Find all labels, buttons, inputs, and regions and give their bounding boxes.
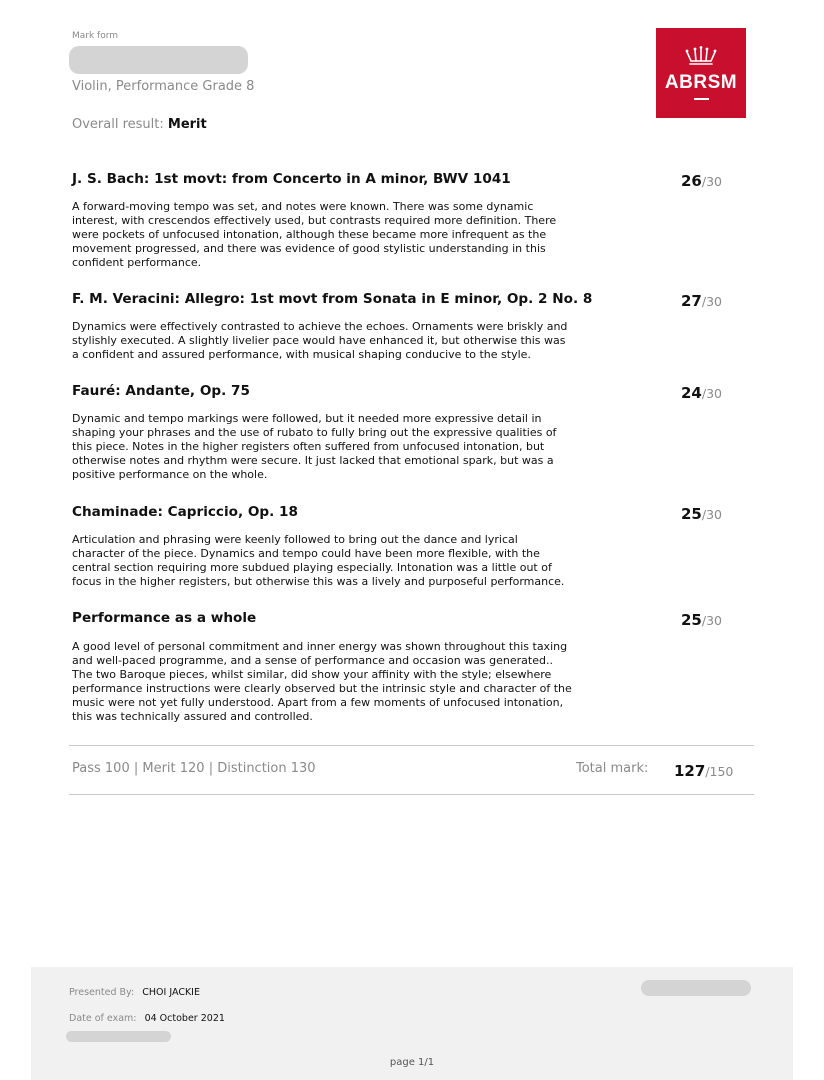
redacted-footer-code (641, 980, 751, 996)
piece-score-max: /30 (701, 613, 722, 628)
piece-comment: Dynamics were effectively contrasted to achieve the echoes. Ornaments were briskly and stylishly executed. A slightly livelier pace would have enhanced it, but otherwise this was a confident and assured performance, with musical shaping conducive to the style. (72, 320, 568, 361)
piece-score-value: 26 (681, 172, 702, 190)
piece-title: Chaminade: Capriccio, Op. 18 (72, 504, 298, 520)
presented-by-label: Presented By: (69, 987, 135, 998)
piece-score (681, 505, 722, 523)
piece-comment: A forward-moving tempo was set, and notes were known. There was some dynamic interest, with crescendos effectively used, but contrasts required more definition. There were pockets of unfocused intonation, although these became more infrequent as the movement progressed, and there was evidence of good stylistic understanding in this confident performance. (72, 200, 557, 269)
piece-comment: A good level of personal commitment and inner energy was shown throughout this taxing and well-paced programme, and a sense of performance and occasion was generated.. The two Baroque pieces, whilst similar, did show your affinity with the style; elsewhere performance instructions were clearly observed but the intrinsic style and character of the music were not yet fully understood. Apart from a few moments of unfocused intonation, this was technically assured and controlled. (72, 640, 572, 723)
piece-score (681, 292, 722, 310)
total-mark-label: Total mark: (576, 761, 649, 776)
piece-title: Performance as a whole (72, 610, 257, 626)
piece-score-max: /30 (701, 294, 722, 309)
redacted-candidate-name (69, 46, 248, 74)
overall-result-value: Merit (167, 117, 207, 132)
piece-score (681, 611, 722, 629)
grade-thresholds: Pass 100 | Merit 120 | Distinction 130 (72, 761, 316, 776)
overall-result (72, 117, 207, 132)
exam-date-value: 04 October 2021 (144, 1013, 225, 1024)
piece-score (681, 384, 722, 402)
piece-score-max: /30 (701, 386, 722, 401)
total-score-max: /150 (705, 764, 734, 779)
piece-title: F. M. Veracini: Allegro: 1st movt from Sonata in E minor, Op. 2 No. 8 (72, 291, 593, 307)
total-score-value: 127 (674, 762, 706, 780)
presented-by (69, 980, 200, 999)
piece-score-max: /30 (701, 174, 722, 189)
piece-score-value: 25 (681, 505, 702, 523)
overall-result-label: Overall result: (72, 117, 164, 132)
piece-score-max: /30 (701, 507, 722, 522)
page-number: page 1/1 (389, 1057, 435, 1068)
piece-score (681, 172, 722, 190)
form-label: Mark form (72, 31, 119, 41)
piece-title: Fauré: Andante, Op. 75 (72, 383, 250, 399)
crown-icon (684, 46, 718, 66)
abrsm-logo (656, 28, 746, 118)
divider-top (69, 745, 754, 746)
exam-date (69, 1006, 225, 1025)
piece-title: J. S. Bach: 1st movt: from Concerto in A minor, BWV 1041 (72, 171, 511, 187)
piece-comment: Articulation and phrasing were keenly followed to bring out the dance and lyrical character of the piece. Dynamics and tempo could have been more flexible, with the central section requiring more subdued playing especially. Intonation was a little out of focus in the higher registers, but otherwise this was a lively and purposeful performance. (72, 533, 565, 588)
total-score (674, 762, 733, 780)
presented-by-value: CHOI JACKIE (142, 987, 200, 998)
redacted-footer-id (66, 1031, 171, 1042)
piece-comment: Dynamic and tempo markings were followed, but it needed more expressive detail in shaping your phrases and the use of rubato to fully bring out the expressive qualities of this piece. Notes in the higher registers often suffered from unfocused intonation, but otherwise notes and rhythm were secure. It just lacked that emotional spark, but was a positive performance on the whole. (72, 412, 557, 481)
divider-bottom (69, 794, 754, 795)
logo-text: ABRSM (664, 72, 738, 93)
piece-score-value: 24 (681, 384, 702, 402)
logo-underline (694, 98, 709, 100)
piece-score-value: 25 (681, 611, 702, 629)
piece-score-value: 27 (681, 292, 702, 310)
exam-date-label: Date of exam: (69, 1013, 137, 1024)
grade-subtitle: Violin, Performance Grade 8 (72, 79, 255, 94)
